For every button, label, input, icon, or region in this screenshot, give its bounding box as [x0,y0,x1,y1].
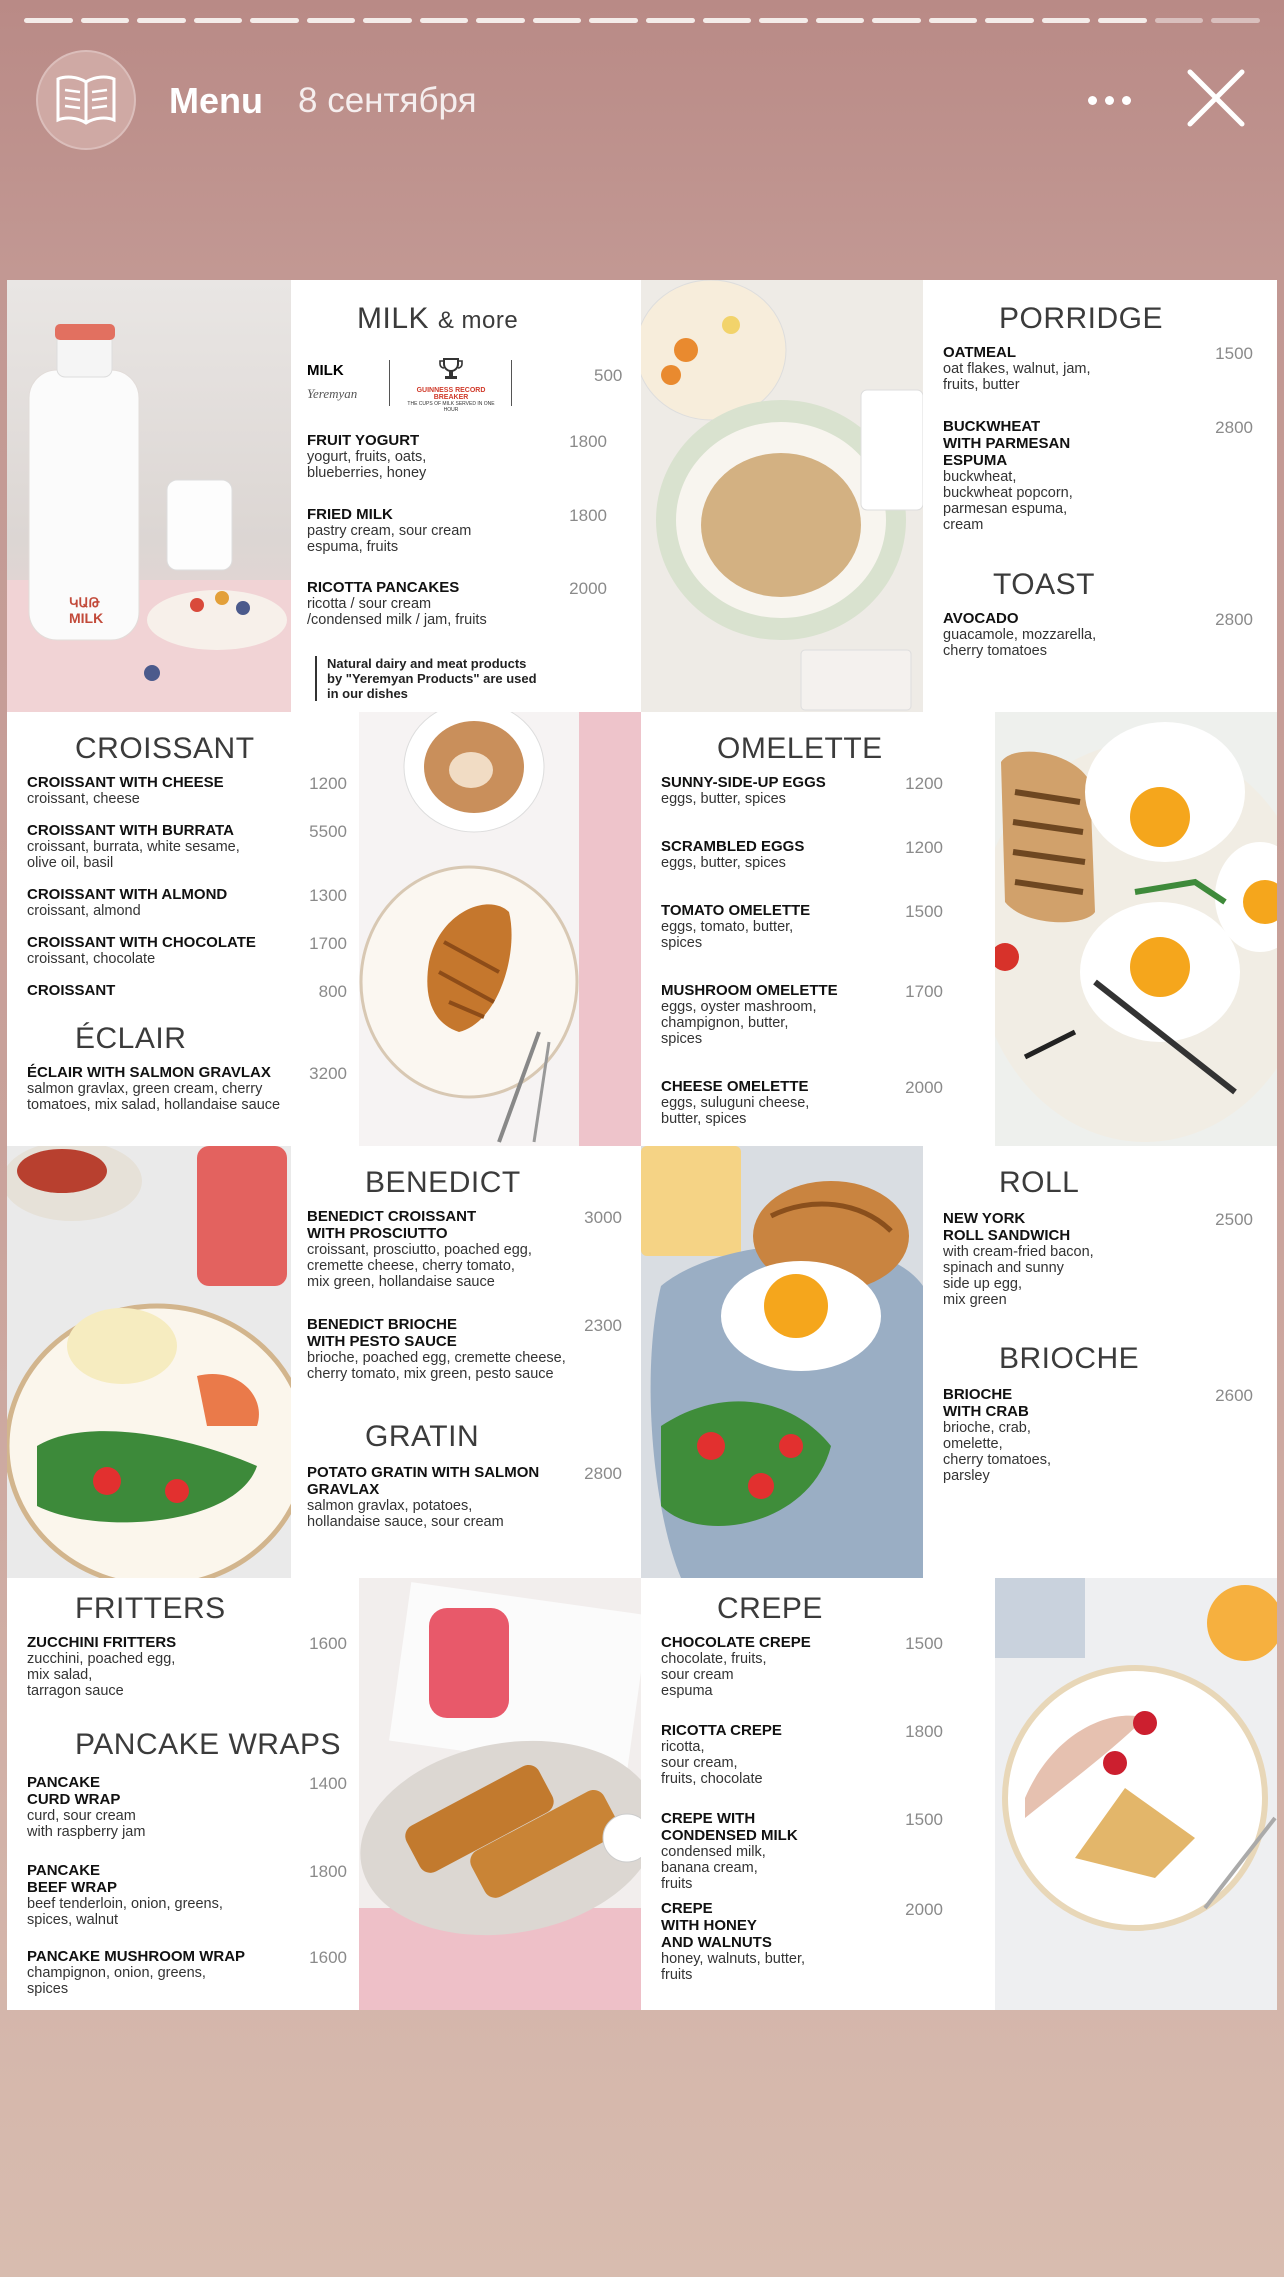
menu-item: FRIED MILK pastry cream, sour cream espuma, fruits 1800 [307,506,607,555]
story-title[interactable]: Menu [169,80,263,121]
menu-item: SCRAMBLED EGGS eggs, butter, spices 1200 [661,838,943,871]
menu-item: CREPE WITH HONEY AND WALNUTS honey, walnuts, butter, fruits 2000 [661,1900,943,1983]
menu-item: CREPE WITH CONDENSED MILK condensed milk, banana cream, fruits 1500 [661,1810,943,1892]
menu-item: PANCAKE CURD WRAP curd, sour cream with raspberry jam 1400 [27,1774,347,1840]
menu-item: POTATO GRATIN WITH SALMON GRAVLAX salmon gravlax, potatoes, hollandaise sauce, sour cream 2800 [307,1464,622,1530]
menu-item: CROISSANT WITH CHOCOLATE croissant, chocolate 1700 [27,934,347,967]
progress-segment [81,18,130,23]
menu-item: RICOTTA PANCAKES ricotta / sour cream /condensed milk / jam, fruits 2000 [307,579,607,628]
progress-segment [929,18,978,23]
section-title: CROISSANT [75,732,255,765]
section-title: ÉCLAIR [75,1022,187,1055]
section-title: PORRIDGE [999,302,1164,335]
crepe-section [641,1578,995,2010]
progress-segment [646,18,695,23]
progress-segment [703,18,752,23]
progress-segment [476,18,525,23]
avatar[interactable] [36,50,136,150]
progress-segment [250,18,299,23]
section-title: BRIOCHE [999,1342,1140,1375]
menu-item: PANCAKE MUSHROOM WRAP champignon, onion, greens, spices 1600 [27,1948,347,1997]
menu-item: CROISSANT 800 [27,982,347,1001]
progress-segment [816,18,865,23]
section-title: OMELETTE [717,732,883,765]
progress-segment [137,18,186,23]
trophy-icon [438,356,464,382]
progress-segment [533,18,582,23]
milk-photo [7,280,291,712]
menu-item: OATMEAL oat flakes, walnut, jam, fruits, butter 1500 [943,344,1253,393]
roll-section [923,1146,1277,1578]
bottle-label: MILK [69,610,104,626]
milk-label: MILK [307,362,344,379]
progress-segment [1098,18,1147,23]
crepe-photo [995,1578,1277,2010]
progress-segment [307,18,356,23]
brand-logo: Yeremyan [307,386,358,401]
milk-bottle-illustration [7,280,291,712]
menu-item: ÉCLAIR WITH SALMON GRAVLAX salmon gravlax, green cream, cherry tomatoes, mix salad, hollandaise sauce 3200 [27,1064,347,1113]
progress-segment [420,18,469,23]
section-title: GRATIN [365,1420,480,1453]
menu-item: BENEDICT BRIOCHE WITH PESTO SAUCE brioche, poached egg, cremette cheese, cherry tomato, mix green, pesto sauce 2300 [307,1316,622,1382]
roll-photo [641,1146,923,1578]
menu-item: NEW YORK ROLL SANDWICH with cream-fried bacon, spinach and sunny side up egg, mix green 2500 [943,1210,1253,1308]
omelette-section [641,712,1003,1146]
fritters-section [7,1578,359,2010]
menu-item: PANCAKE BEEF WRAP beef tenderloin, onion, greens, spices, walnut 1800 [27,1862,347,1928]
menu-item: CROISSANT WITH ALMOND croissant, almond 1300 [27,886,347,919]
progress-segment [194,18,243,23]
menu-item: CROISSANT WITH BURRATA croissant, burrata, white sesame, olive oil, basil 5500 [27,822,347,871]
close-icon[interactable] [1184,66,1248,130]
section-title: MILK & more [357,302,519,335]
story-date: 8 сентября [298,81,477,120]
section-title: PANCAKE WRAPS [75,1728,341,1761]
progress-segment [1155,18,1204,23]
menu-item: BUCKWHEAT WITH PARMESAN ESPUMA buckwheat, buckwheat popcorn, parmesan espuma, cream 2800 [943,418,1253,533]
milk-price: 500 [594,366,623,385]
menu-item: CHOCOLATE CREPE chocolate, fruits, sour cream espuma 1500 [661,1634,943,1699]
book-icon [55,74,117,126]
menu-item: RICOTTA CREPE ricotta, sour cream, fruits, chocolate 1800 [661,1722,943,1787]
section-title: ROLL [999,1166,1080,1199]
story-header [36,50,1256,150]
menu-item: MUSHROOM OMELETTE eggs, oyster mashroom, champignon, butter, spices 1700 [661,982,943,1047]
menu-item: CHEESE OMELETTE eggs, suluguni cheese, butter, spices 2000 [661,1078,943,1127]
progress-segment [363,18,412,23]
section-title: BENEDICT [365,1166,521,1199]
story-progress [24,18,1260,23]
menu-item: BRIOCHE WITH CRAB brioche, crab, omelette, cherry tomatoes, parsley 2600 [943,1386,1253,1484]
dot-icon [1122,96,1131,105]
progress-segment [759,18,808,23]
menu-image [7,280,1277,2010]
menu-item: AVOCADO guacamole, mozzarella, cherry tomatoes 2800 [943,610,1253,659]
more-options-button[interactable] [1076,70,1142,130]
benedict-section [291,1146,641,1578]
menu-item: BENEDICT CROISSANT WITH PROSCIUTTO croissant, prosciutto, poached egg, cremette cheese, cherry tomato, mix green, hollandaise sauce 3000 [307,1208,622,1290]
progress-segment [1042,18,1091,23]
croissant-photo [359,712,641,1146]
benedict-photo [7,1146,291,1578]
progress-segment [24,18,73,23]
menu-item: SUNNY-SIDE-UP EGGS eggs, butter, spices 1200 [661,774,943,807]
dot-icon [1088,96,1097,105]
progress-segment [872,18,921,23]
dot-icon [1105,96,1114,105]
menu-item: TOMATO OMELETTE eggs, tomato, butter, spices 1500 [661,902,943,951]
progress-segment [589,18,638,23]
section-title: TOAST [993,568,1095,601]
porridge-photo [641,280,923,712]
menu-item: CROISSANT WITH CHEESE croissant, cheese 1200 [27,774,347,807]
guinness-badge: GUINNESS RECORD BREAKER THE CUPS OF MILK SERVED IN ONE HOUR [403,356,499,413]
section-title: CREPE [717,1592,823,1625]
bottle-brand: ԿԱԹ [69,595,100,610]
progress-segment [985,18,1034,23]
eggs-photo [995,712,1277,1146]
milk-section [291,280,641,712]
products-note: Natural dairy and meat products by "Yeremyan Products" are used in our dishes [315,656,537,701]
croissant-section [7,712,359,1146]
progress-segment [1211,18,1260,23]
pancake-photo [359,1578,641,2010]
porridge-section [923,280,1277,712]
menu-item: ZUCCHINI FRITTERS zucchini, poached egg, mix salad, tarragon sauce 1600 [27,1634,347,1699]
section-title: FRITTERS [75,1592,226,1625]
menu-item: FRUIT YOGURT yogurt, fruits, oats, blueberries, honey 1800 [307,432,607,481]
